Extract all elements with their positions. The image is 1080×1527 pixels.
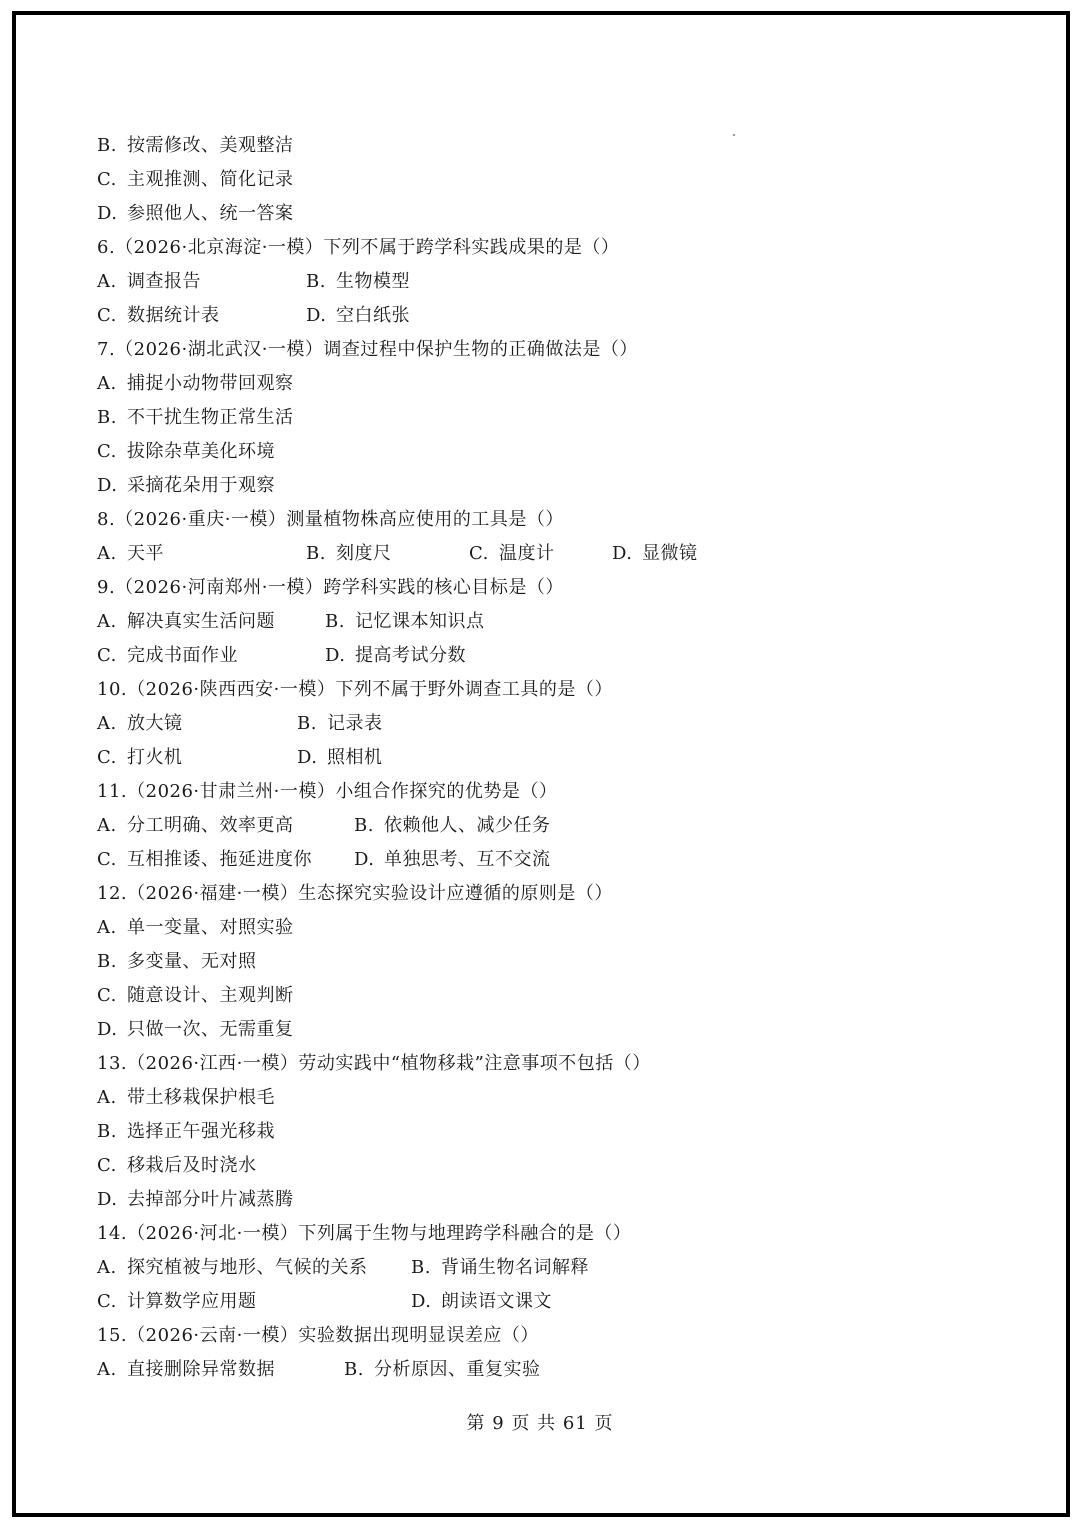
option-letter: A. xyxy=(97,815,117,836)
question-text: 7.（2026·湖北武汉·一模）调查过程中保护生物的正确做法是（） xyxy=(97,339,638,360)
answer-option xyxy=(97,979,977,1013)
option-text: 单独思考、互不交流 xyxy=(384,849,551,870)
question-text: 12.（2026·福建·一模）生态探究实验设计应遵循的原则是（） xyxy=(97,883,613,904)
answer-option xyxy=(97,1183,977,1217)
option-letter: B. xyxy=(344,1359,364,1380)
answer-option xyxy=(411,1251,589,1285)
answer-option xyxy=(97,809,294,843)
question-stem xyxy=(97,673,977,707)
option-text: 随意设计、主观判断 xyxy=(127,985,294,1006)
question-stem xyxy=(97,877,977,911)
option-letter: A. xyxy=(97,271,117,292)
answer-option xyxy=(97,945,977,979)
question-stem xyxy=(97,1047,977,1081)
answer-option xyxy=(97,707,183,741)
question-text: 15.（2026·云南·一模）实验数据出现明显误差应（） xyxy=(97,1325,539,1346)
answer-option xyxy=(97,843,312,877)
option-text: 完成书面作业 xyxy=(127,645,238,666)
option-text: 天平 xyxy=(127,543,164,564)
answer-option xyxy=(97,197,977,231)
option-row xyxy=(97,809,977,843)
answer-option xyxy=(297,741,383,775)
option-letter: D. xyxy=(306,305,327,326)
question-text: 6.（2026·北京海淀·一模）下列不属于跨学科实践成果的是（） xyxy=(97,237,620,258)
answer-option xyxy=(97,1149,977,1183)
question-list xyxy=(97,129,977,1387)
option-letter: B. xyxy=(354,815,374,836)
question-text: 9.（2026·河南郑州·一模）跨学科实践的核心目标是（） xyxy=(97,577,564,598)
answer-option xyxy=(97,1285,257,1319)
option-text: 数据统计表 xyxy=(127,305,220,326)
option-letter: D. xyxy=(411,1291,432,1312)
option-letter: C. xyxy=(97,169,117,190)
option-row xyxy=(97,1285,977,1319)
option-text: 分析原因、重复实验 xyxy=(374,1359,541,1380)
option-text: 选择正午强光移栽 xyxy=(127,1121,275,1142)
answer-option xyxy=(97,605,275,639)
answer-option xyxy=(97,1251,368,1285)
question-text: 10.（2026·陕西西安·一模）下列不属于野外调查工具的是（） xyxy=(97,679,613,700)
option-letter: A. xyxy=(97,611,117,632)
option-text: 带土移栽保护根毛 xyxy=(127,1087,275,1108)
option-text: 解决真实生活问题 xyxy=(127,611,275,632)
answer-option xyxy=(97,163,977,197)
answer-option xyxy=(97,1081,977,1115)
option-letter: D. xyxy=(97,475,118,496)
option-letter: C. xyxy=(97,305,117,326)
question-text: 14.（2026·河北·一模）下列属于生物与地理跨学科融合的是（） xyxy=(97,1223,632,1244)
question-stem xyxy=(97,571,977,605)
option-letter: A. xyxy=(97,543,117,564)
option-text: 直接删除异常数据 xyxy=(127,1359,275,1380)
option-letter: A. xyxy=(97,373,117,394)
question-text: 8.（2026·重庆·一模）测量植物株高应使用的工具是（） xyxy=(97,509,564,530)
option-text: 空白纸张 xyxy=(336,305,410,326)
answer-option xyxy=(97,401,977,435)
option-row xyxy=(97,299,977,333)
answer-option xyxy=(297,707,383,741)
question-text: 13.（2026·江西·一模）劳动实践中“植物移栽”注意事项不包括（） xyxy=(97,1053,651,1074)
option-letter: D. xyxy=(97,1189,118,1210)
answer-option xyxy=(469,537,555,571)
answer-option xyxy=(97,1013,977,1047)
option-letter: D. xyxy=(297,747,318,768)
option-letter: D. xyxy=(97,203,118,224)
option-letter: D. xyxy=(354,849,375,870)
page-footer: 第 9 页 共 61 页 xyxy=(466,1413,614,1434)
option-text: 采摘花朵用于观察 xyxy=(127,475,275,496)
answer-option xyxy=(306,537,392,571)
option-text: 计算数学应用题 xyxy=(127,1291,257,1312)
option-letter: A. xyxy=(97,1257,117,1278)
option-letter: C. xyxy=(97,441,117,462)
answer-option xyxy=(97,537,164,571)
option-row xyxy=(97,1251,977,1285)
option-text: 记录表 xyxy=(327,713,383,734)
answer-option xyxy=(97,129,977,163)
answer-option xyxy=(612,537,698,571)
question-stem xyxy=(97,503,977,537)
option-text: 依赖他人、减少任务 xyxy=(384,815,551,836)
option-text: 显微镜 xyxy=(642,543,698,564)
option-text: 只做一次、无需重复 xyxy=(127,1019,294,1040)
option-text: 多变量、无对照 xyxy=(127,951,257,972)
option-row xyxy=(97,707,977,741)
option-text: 放大镜 xyxy=(127,713,183,734)
answer-option xyxy=(354,843,551,877)
option-row xyxy=(97,639,977,673)
option-letter: C. xyxy=(97,849,117,870)
answer-option xyxy=(325,639,466,673)
option-letter: A. xyxy=(97,1087,117,1108)
option-row xyxy=(97,605,977,639)
question-stem xyxy=(97,1319,977,1353)
answer-option xyxy=(97,911,977,945)
option-letter: A. xyxy=(97,713,117,734)
option-letter: C. xyxy=(97,645,117,666)
option-letter: D. xyxy=(97,1019,118,1040)
option-text: 生物模型 xyxy=(336,271,410,292)
option-text: 刻度尺 xyxy=(336,543,392,564)
answer-option xyxy=(325,605,485,639)
option-text: 移栽后及时浇水 xyxy=(127,1155,257,1176)
option-letter: C. xyxy=(469,543,489,564)
option-text: 拔除杂草美化环境 xyxy=(127,441,275,462)
option-letter: B. xyxy=(297,713,317,734)
option-text: 探究植被与地形、气候的关系 xyxy=(127,1257,368,1278)
option-text: 按需修改、美观整洁 xyxy=(127,135,294,156)
answer-option xyxy=(306,299,410,333)
question-text: 11.（2026·甘肃兰州·一模）小组合作探究的优势是（） xyxy=(97,781,558,802)
option-text: 不干扰生物正常生活 xyxy=(127,407,294,428)
option-text: 提高考试分数 xyxy=(355,645,466,666)
option-text: 打火机 xyxy=(127,747,183,768)
option-row xyxy=(97,741,977,775)
answer-option xyxy=(97,1115,977,1149)
option-letter: A. xyxy=(97,1359,117,1380)
option-letter: D. xyxy=(612,543,633,564)
option-letter: B. xyxy=(97,1121,117,1142)
option-row xyxy=(97,1353,977,1387)
option-letter: D. xyxy=(325,645,346,666)
option-letter: B. xyxy=(411,1257,431,1278)
answer-option xyxy=(97,265,201,299)
answer-option xyxy=(97,299,220,333)
answer-option xyxy=(344,1353,541,1387)
answer-option xyxy=(411,1285,552,1319)
option-text: 互相推诿、拖延进度你 xyxy=(127,849,312,870)
answer-option xyxy=(97,435,977,469)
option-text: 分工明确、效率更高 xyxy=(127,815,294,836)
option-letter: B. xyxy=(97,135,117,156)
option-text: 调查报告 xyxy=(127,271,201,292)
option-row xyxy=(97,843,977,877)
answer-option xyxy=(97,469,977,503)
answer-option xyxy=(354,809,551,843)
question-stem xyxy=(97,775,977,809)
answer-option xyxy=(97,639,238,673)
option-text: 背诵生物名词解释 xyxy=(441,1257,589,1278)
question-stem xyxy=(97,231,977,265)
option-letter: C. xyxy=(97,985,117,1006)
answer-option xyxy=(97,741,183,775)
option-letter: B. xyxy=(306,543,326,564)
option-text: 温度计 xyxy=(499,543,555,564)
option-text: 主观推测、简化记录 xyxy=(127,169,294,190)
answer-option xyxy=(97,367,977,401)
option-text: 捕捉小动物带回观察 xyxy=(127,373,294,394)
option-letter: C. xyxy=(97,1291,117,1312)
option-row xyxy=(97,537,977,571)
option-letter: C. xyxy=(97,747,117,768)
option-letter: B. xyxy=(97,407,117,428)
option-letter: A. xyxy=(97,917,117,938)
option-text: 照相机 xyxy=(327,747,383,768)
option-letter: B. xyxy=(97,951,117,972)
option-text: 记忆课本知识点 xyxy=(355,611,485,632)
answer-option xyxy=(306,265,410,299)
option-text: 单一变量、对照实验 xyxy=(127,917,294,938)
option-row xyxy=(97,265,977,299)
option-letter: B. xyxy=(325,611,345,632)
option-letter: B. xyxy=(306,271,326,292)
option-text: 朗读语文课文 xyxy=(441,1291,552,1312)
answer-option xyxy=(97,1353,275,1387)
question-stem xyxy=(97,333,977,367)
option-text: 参照他人、统一答案 xyxy=(127,203,294,224)
option-text: 去掉部分叶片减蒸腾 xyxy=(127,1189,294,1210)
option-letter: C. xyxy=(97,1155,117,1176)
question-stem xyxy=(97,1217,977,1251)
